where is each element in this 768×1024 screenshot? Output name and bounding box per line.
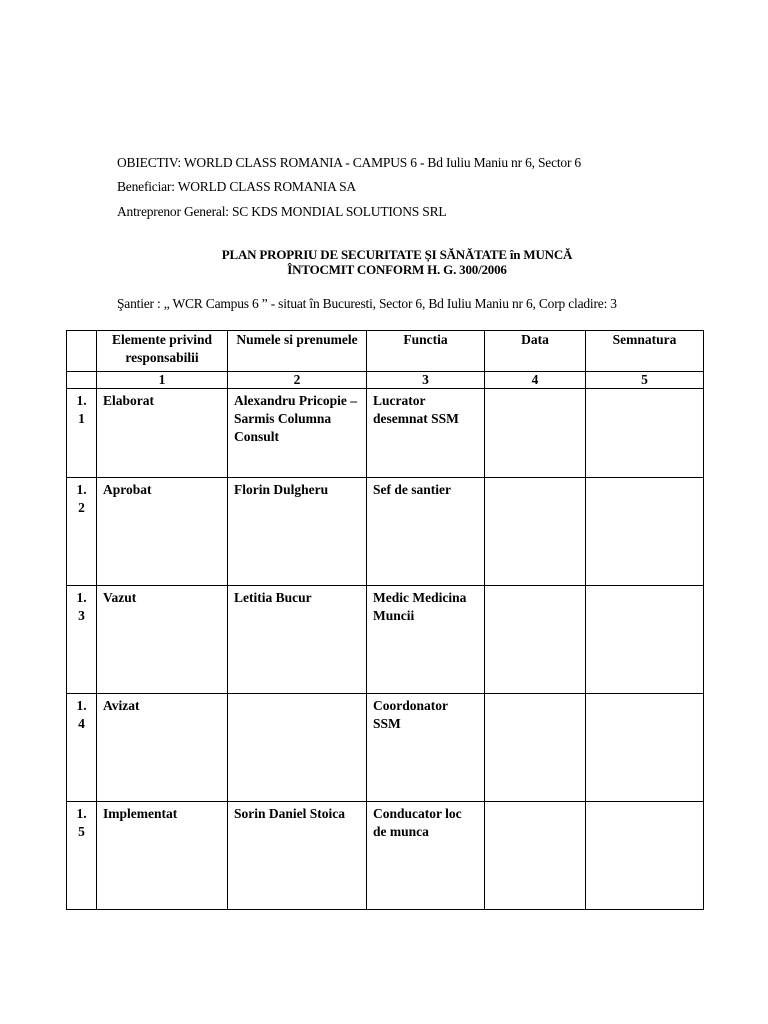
table-row xyxy=(67,586,704,694)
row-number: 1. 1 xyxy=(67,389,97,478)
row-data xyxy=(485,694,586,802)
number-functia: 3 xyxy=(367,372,485,389)
row-semnatura xyxy=(586,389,704,478)
row-functia: Coordonator SSM xyxy=(367,694,485,802)
table-row xyxy=(67,389,704,478)
number-elemente: 1 xyxy=(97,372,228,389)
row-semnatura xyxy=(586,478,704,586)
row-number: 1. 3 xyxy=(67,586,97,694)
row-elemente: Implementat xyxy=(97,802,228,910)
row-data xyxy=(485,389,586,478)
row-elemente: Vazut xyxy=(97,586,228,694)
header-data: Data xyxy=(485,331,586,372)
number-data: 4 xyxy=(485,372,586,389)
row-functia: Medic Medicina Muncii xyxy=(367,586,485,694)
number-nr xyxy=(67,372,97,389)
header-elemente: Elemente privind responsabilii xyxy=(97,331,228,372)
number-semnatura: 5 xyxy=(586,372,704,389)
row-data xyxy=(485,478,586,586)
row-functia: Conducator loc de munca xyxy=(367,802,485,910)
header-functia: Functia xyxy=(367,331,485,372)
row-nume xyxy=(228,694,367,802)
objectiv-line: OBIECTIV: WORLD CLASS ROMANIA - CAMPUS 6 - Bd Iuliu Maniu nr 6, Sector 6 xyxy=(117,155,581,170)
row-functia: Sef de santier xyxy=(367,478,485,586)
row-nume: Sorin Daniel Stoica xyxy=(228,802,367,910)
table-header-row xyxy=(67,331,704,372)
row-number: 1. 5 xyxy=(67,802,97,910)
row-number: 1. 4 xyxy=(67,694,97,802)
header-semnatura: Semnatura xyxy=(586,331,704,372)
beneficiar-line: Beneficiar: WORLD CLASS ROMANIA SA xyxy=(117,179,356,194)
table-number-row xyxy=(67,372,704,389)
header-nr xyxy=(67,331,97,372)
santier-line: Şantier : „ WCR Campus 6 ” - situat în Bucuresti, Sector 6, Bd Iuliu Maniu nr 6, Corp cladire: 3 xyxy=(117,296,617,311)
table-row xyxy=(67,694,704,802)
row-semnatura xyxy=(586,694,704,802)
header-nume: Numele si prenumele xyxy=(228,331,367,372)
number-nume: 2 xyxy=(228,372,367,389)
row-data xyxy=(485,802,586,910)
table-row xyxy=(67,478,704,586)
antreprenor-line: Antreprenor General: SC KDS MONDIAL SOLUTIONS SRL xyxy=(117,204,447,219)
row-nume: Alexandru Pricopie – Sarmis Columna Consult xyxy=(228,389,367,478)
row-nume: Florin Dulgheru xyxy=(228,478,367,586)
document-subtitle: ÎNTOCMIT CONFORM H. G. 300/2006 xyxy=(287,262,507,277)
row-number: 1. 2 xyxy=(67,478,97,586)
row-elemente: Aprobat xyxy=(97,478,228,586)
row-nume: Letitia Bucur xyxy=(228,586,367,694)
row-semnatura xyxy=(586,802,704,910)
row-semnatura xyxy=(586,586,704,694)
row-elemente: Avizat xyxy=(97,694,228,802)
row-functia: Lucrator desemnat SSM xyxy=(367,389,485,478)
table-row xyxy=(67,802,704,910)
row-data xyxy=(485,586,586,694)
document-title: PLAN PROPRIU DE SECURITATE ȘI SĂNĂTATE în MUNCĂ xyxy=(221,247,573,262)
responsibility-table xyxy=(66,330,704,910)
row-elemente: Elaborat xyxy=(97,389,228,478)
